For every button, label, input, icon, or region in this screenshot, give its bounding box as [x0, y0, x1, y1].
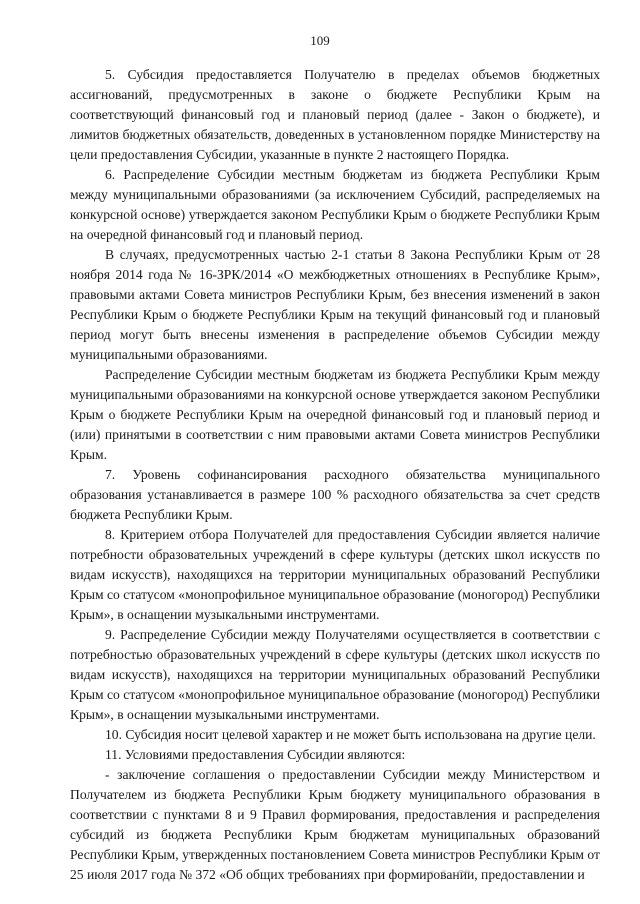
- paragraph-7: 7. Уровень софинансирования расходного обязательства муниципального образования устанавливается в размере 100 % расходного обязательства за счет средств бюджета Республики Крым.: [70, 467, 600, 522]
- scan-artifact: [428, 867, 476, 875]
- document-body: [70, 65, 600, 885]
- paragraph-6-competitive: Распределение Субсидии местным бюджетам из бюджета Республики Крым между муниципальными образованиями на конкурсной основе утверждается законом Республики Крым о бюджете Республики Крым на очередной финансовый год и плановый период и (или) принятыми в соответствии с ним правовыми актами Совета министров Республики Крым.: [70, 367, 600, 462]
- paragraph-9: 9. Распределение Субсидии между Получателями осуществляется в соответствии с потребностью образовательных учреждений в сфере культуры (детских школ искусств по видам искусств), находящихся на территории муниципальных образований Республики Крым со статусом «монопрофильное муниципальное образование (моногород) Республики Крым», в оснащении музыкальными инструментами.: [70, 627, 600, 722]
- paragraph-6: 6. Распределение Субсидии местным бюджетам из бюджета Республики Крым между муниципальными образованиями (за исключением Субсидий, распределяемых на конкурсной основе) утверждается законом Республики Крым о бюджете Республики Крым на очередной финансовый год и плановый период.: [70, 167, 600, 242]
- paragraph-11: 11. Условиями предоставления Субсидии являются:: [105, 747, 406, 762]
- paragraph-6-cases: В случаях, предусмотренных частью 2-1 статьи 8 Закона Республики Крым от 28 ноября 2014 года № 16-ЗРК/2014 «О межбюджетных отношениях в Республике Крым», правовыми актами Совета министров Республики Крым, без внесения изменений в закон Республики Крым о бюджете Республики Крым на текущий финансовый год и плановый период могут быть внесены изменения в распределение объемов Субсидии между муниципальными образованиями.: [70, 247, 600, 362]
- page-number: 109: [310, 33, 330, 48]
- paragraph-11-condition-1: - заключение соглашения о предоставлении Субсидии между Министерством и Получателем из бюджета Республики Крым бюджету муниципального образования в соответствии с пунктами 8 и 9 Правил формирования, предоставления и распределения субсидий из бюджета Республики Крым бюджетам муниципальных образований Республики Крым, утвержденных постановлением Совета министров Республики Крым от 25 июля 2017 года № 372 «Об общих требованиях при формировании, предоставлении и: [70, 767, 600, 882]
- paragraph-5: 5. Субсидия предоставляется Получателю в пределах объемов бюджетных ассигнований, предусмотренных в законе о бюджете Республики Крым на соответствующий финансовый год и плановый период (далее - Закон о бюджете), и лимитов бюджетных обязательств, доведенных в установленном порядке Министерству на цели предоставления Субсидии, указанные в пункте 2 настоящего Порядка.: [70, 67, 600, 162]
- paragraph-10: 10. Субсидия носит целевой характер и не может быть использована на другие цели.: [105, 727, 596, 742]
- paragraph-8: 8. Критерием отбора Получателей для предоставления Субсидии является наличие потребности образовательных учреждений в сфере культуры (детских школ искусств по видам искусств), находящихся на территории муниципальных образований Республики Крым со статусом «монопрофильное муниципальное образование (моногород) Республики Крым», в оснащении музыкальными инструментами.: [70, 527, 600, 622]
